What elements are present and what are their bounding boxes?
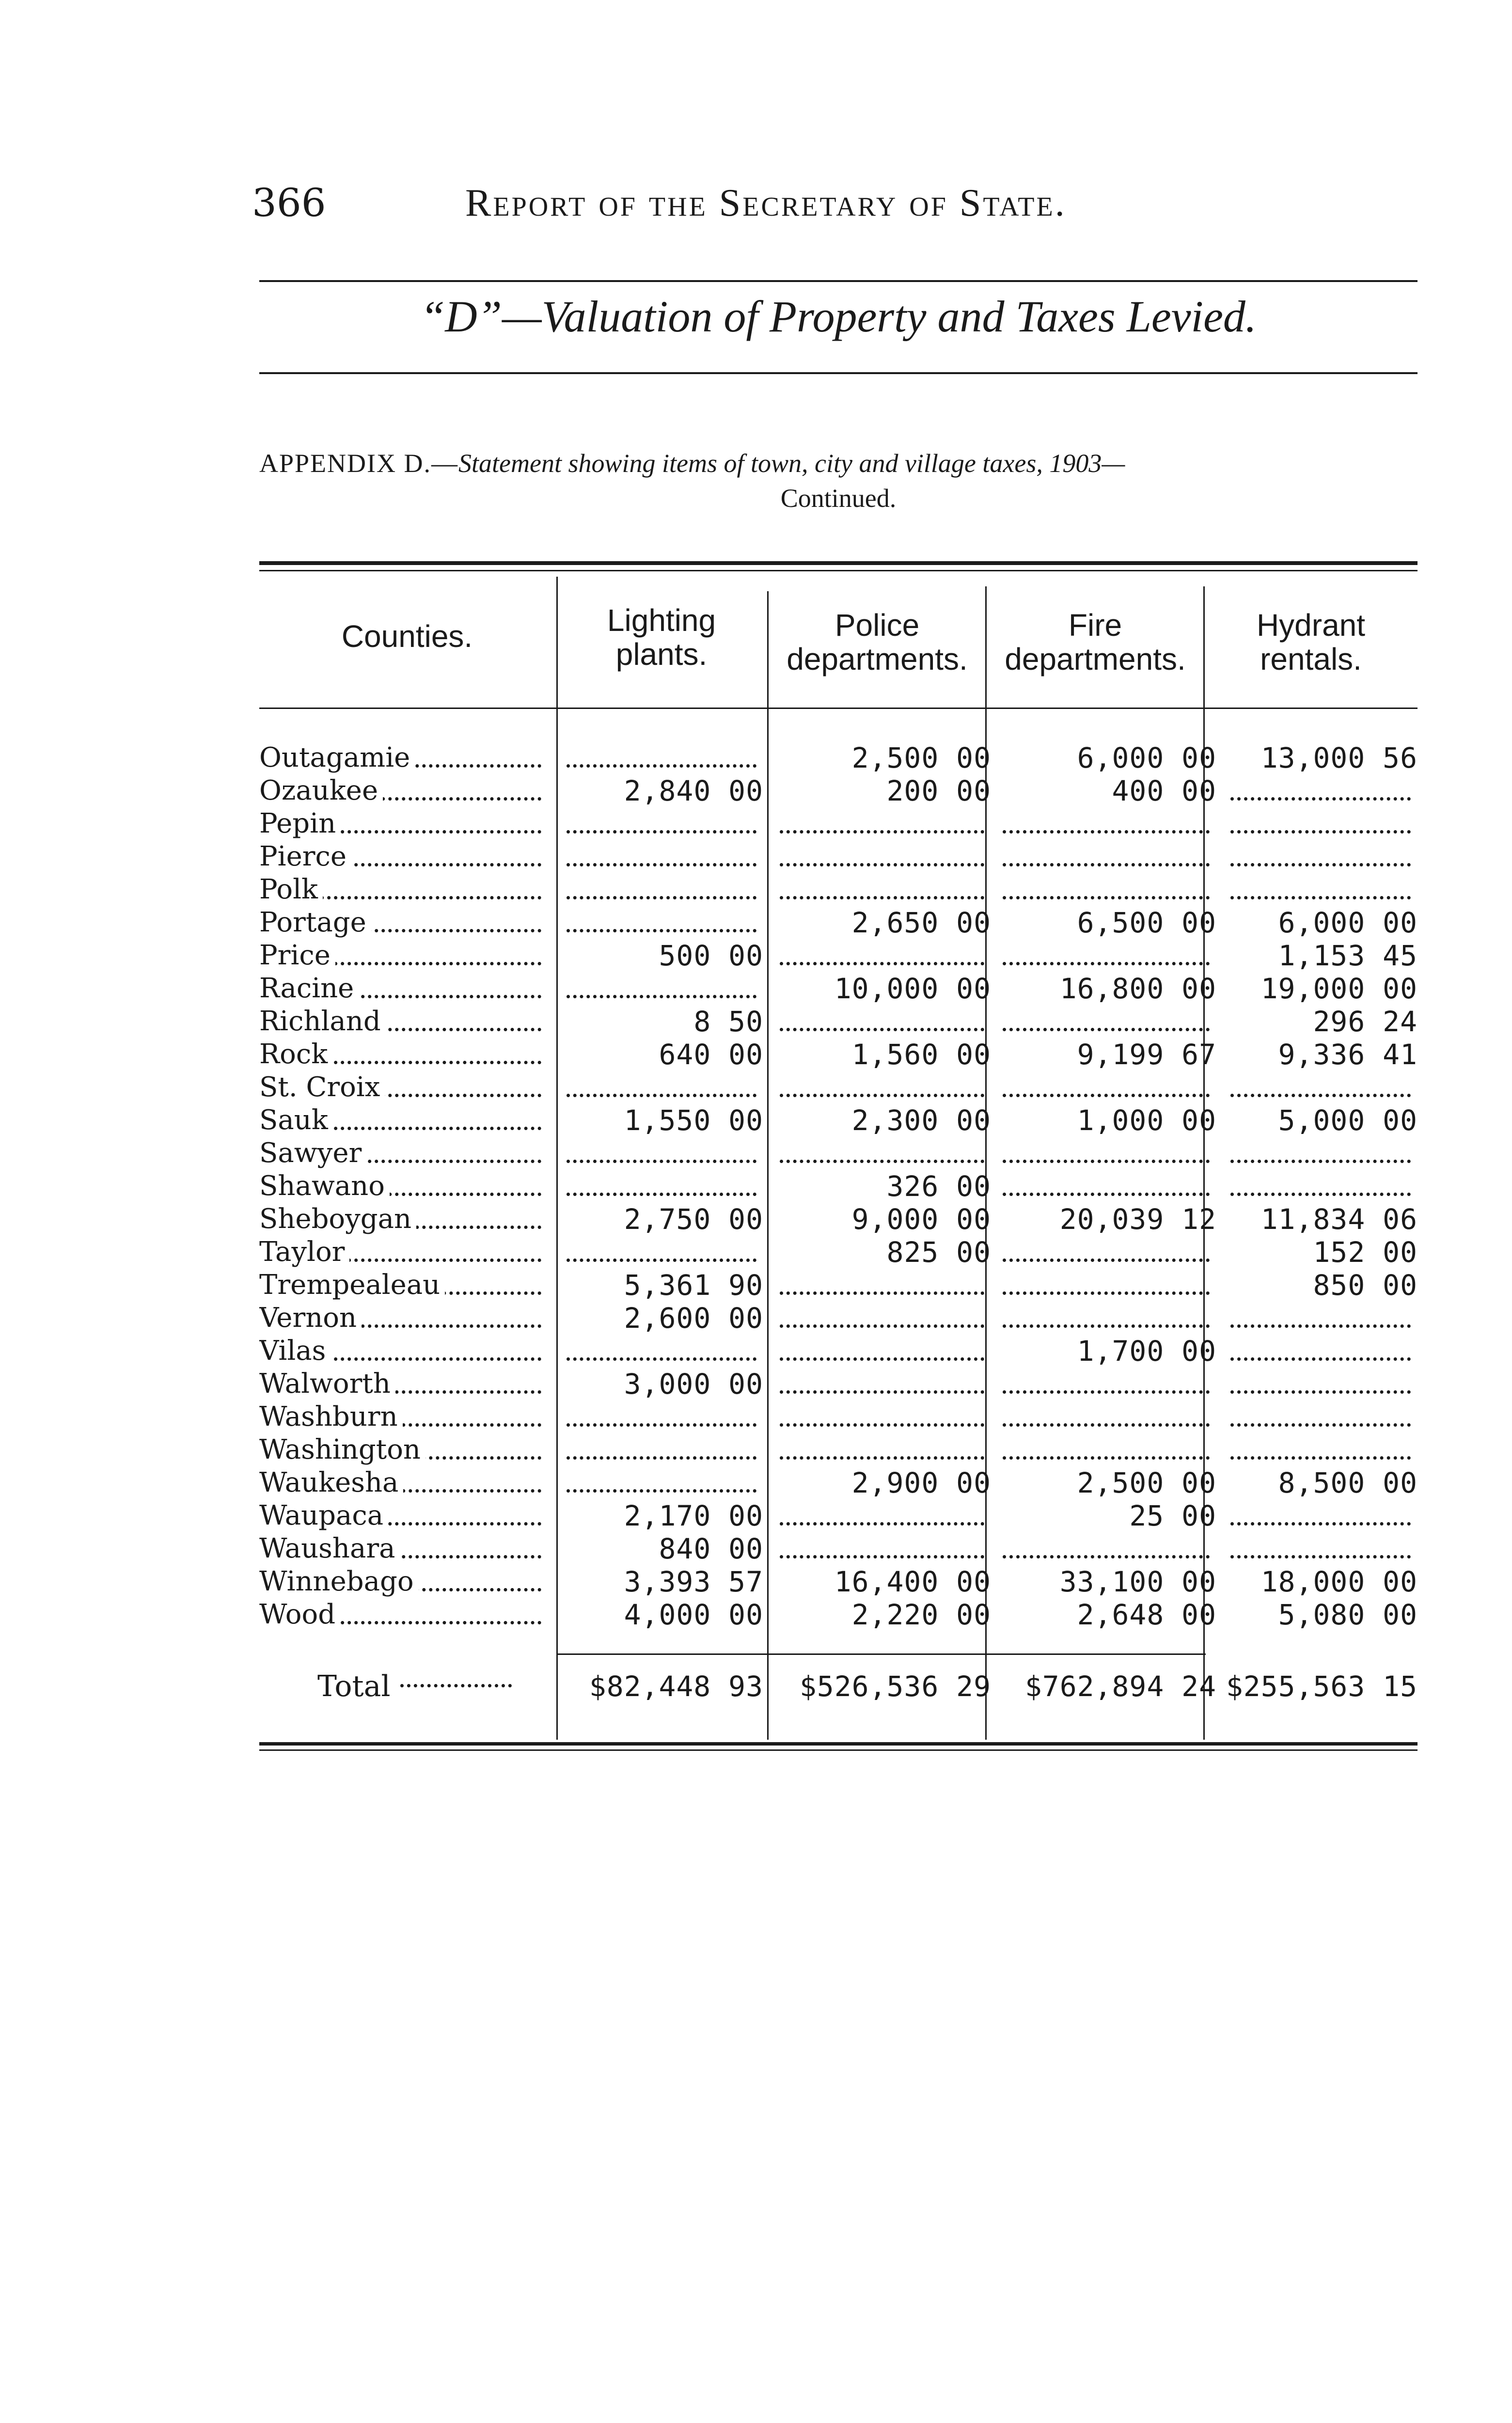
table-bottom-rule-heavy bbox=[259, 1742, 1418, 1746]
county-name: Waushara bbox=[259, 1533, 400, 1564]
table-row bbox=[259, 741, 1418, 774]
empty-dot-fill bbox=[1230, 863, 1411, 866]
county-cell bbox=[259, 1400, 550, 1433]
county-cell bbox=[259, 1598, 550, 1631]
empty-dot-fill bbox=[780, 1324, 984, 1328]
table-rule-thin bbox=[259, 570, 1418, 571]
police-cell: 2,300 00 bbox=[851, 1104, 991, 1137]
lighting-cell: 3,000 00 bbox=[624, 1368, 763, 1400]
county-cell bbox=[259, 1433, 550, 1466]
table-row bbox=[259, 1335, 1418, 1368]
header-fire bbox=[986, 608, 1204, 676]
county-name: Rock bbox=[259, 1038, 332, 1070]
county-name: Wood bbox=[259, 1599, 340, 1630]
county-cell bbox=[259, 1104, 550, 1137]
police-cell bbox=[773, 1433, 991, 1466]
total-lighting: $82,448 93 bbox=[589, 1670, 763, 1703]
table-row bbox=[259, 1532, 1418, 1565]
empty-dot-fill bbox=[1003, 1291, 1210, 1295]
police-cell: 825 00 bbox=[886, 1236, 991, 1269]
empty-dot-fill bbox=[1003, 1390, 1210, 1394]
appendix-description: Statement showing items of town, city and village taxes, 1903— bbox=[458, 449, 1125, 478]
lighting-cell: 2,750 00 bbox=[624, 1203, 763, 1236]
lighting-cell bbox=[560, 873, 763, 906]
empty-dot-fill bbox=[567, 896, 756, 899]
county-cell bbox=[259, 840, 550, 873]
county-cell bbox=[259, 1302, 550, 1335]
county-cell bbox=[259, 906, 550, 939]
hydrant-cell bbox=[1224, 1532, 1418, 1565]
empty-dot-fill bbox=[1003, 863, 1210, 866]
police-cell: 2,500 00 bbox=[851, 741, 991, 774]
header-police-line2: departments. bbox=[787, 642, 968, 677]
county-name: Richland bbox=[259, 1006, 386, 1037]
table-row bbox=[259, 939, 1418, 972]
police-cell bbox=[773, 1269, 991, 1302]
empty-dot-fill bbox=[567, 1489, 756, 1493]
lighting-cell: 8 50 bbox=[693, 1005, 763, 1038]
empty-dot-fill bbox=[1003, 1193, 1210, 1196]
empty-dot-fill bbox=[1003, 962, 1210, 965]
police-cell bbox=[773, 840, 991, 873]
lighting-cell bbox=[560, 1236, 763, 1269]
county-name: Pepin bbox=[259, 808, 341, 839]
fire-cell: 20,039 12 bbox=[1059, 1203, 1216, 1236]
police-cell bbox=[773, 939, 991, 972]
table-row bbox=[259, 1433, 1418, 1466]
police-cell: 9,000 00 bbox=[851, 1203, 991, 1236]
police-cell bbox=[773, 1137, 991, 1170]
empty-dot-fill bbox=[780, 1423, 984, 1427]
hydrant-cell: 5,080 00 bbox=[1278, 1598, 1418, 1631]
empty-dot-fill bbox=[1230, 1160, 1411, 1163]
fire-cell bbox=[996, 1532, 1216, 1565]
empty-dot-fill bbox=[567, 1456, 756, 1460]
table-row bbox=[259, 1269, 1418, 1302]
header-fire-line2: departments. bbox=[1005, 642, 1186, 677]
lighting-cell: 1,550 00 bbox=[624, 1104, 763, 1137]
fire-cell: 400 00 bbox=[1112, 774, 1216, 807]
table-row bbox=[259, 1565, 1418, 1598]
fire-cell bbox=[996, 1269, 1216, 1302]
hydrant-cell: 9,336 41 bbox=[1278, 1038, 1418, 1071]
police-cell: 2,220 00 bbox=[851, 1598, 991, 1631]
table-bottom-rule-thin bbox=[259, 1749, 1418, 1751]
police-cell bbox=[773, 1302, 991, 1335]
appendix-continued: Continued. bbox=[780, 484, 897, 513]
county-name: Sheboygan bbox=[259, 1203, 416, 1235]
empty-dot-fill bbox=[780, 1390, 984, 1394]
header-hydrant-line1: Hydrant bbox=[1256, 608, 1366, 643]
police-cell bbox=[773, 1499, 991, 1532]
hydrant-cell bbox=[1224, 840, 1418, 873]
hydrant-cell: 18,000 00 bbox=[1260, 1565, 1418, 1598]
rule-top bbox=[259, 280, 1418, 282]
hydrant-cell bbox=[1224, 1433, 1418, 1466]
total-top-rule bbox=[556, 1653, 1206, 1655]
empty-dot-fill bbox=[567, 1423, 756, 1427]
fire-cell bbox=[996, 1071, 1216, 1104]
lighting-cell: 5,361 90 bbox=[624, 1269, 763, 1302]
empty-dot-fill bbox=[567, 1259, 756, 1262]
empty-dot-fill bbox=[567, 995, 756, 998]
empty-dot-fill bbox=[1230, 896, 1411, 899]
empty-dot-fill bbox=[1230, 1423, 1411, 1427]
empty-dot-fill bbox=[780, 962, 984, 965]
county-cell bbox=[259, 1565, 550, 1598]
fire-cell bbox=[996, 1005, 1216, 1038]
police-cell: 16,400 00 bbox=[834, 1565, 991, 1598]
fire-cell: 2,500 00 bbox=[1077, 1466, 1216, 1499]
police-cell: 326 00 bbox=[886, 1170, 991, 1203]
county-name: Trempealeau bbox=[259, 1269, 445, 1301]
fire-cell bbox=[996, 1302, 1216, 1335]
lighting-cell bbox=[560, 840, 763, 873]
county-cell bbox=[259, 1532, 550, 1565]
table-rule-heavy bbox=[259, 561, 1418, 565]
empty-dot-fill bbox=[780, 1357, 984, 1361]
fire-cell bbox=[996, 1433, 1216, 1466]
empty-dot-fill bbox=[1230, 797, 1411, 801]
police-cell bbox=[773, 807, 991, 840]
hydrant-cell: 850 00 bbox=[1313, 1269, 1418, 1302]
county-cell bbox=[259, 1170, 550, 1203]
county-cell bbox=[259, 1038, 550, 1071]
lighting-cell: 840 00 bbox=[659, 1532, 763, 1565]
table-row bbox=[259, 1137, 1418, 1170]
lighting-cell bbox=[560, 807, 763, 840]
county-name: St. Croix bbox=[259, 1071, 385, 1103]
lighting-cell: 3,393 57 bbox=[624, 1565, 763, 1598]
empty-dot-fill bbox=[567, 830, 756, 834]
county-name: Sauk bbox=[259, 1104, 333, 1136]
lighting-cell bbox=[560, 1400, 763, 1433]
fire-cell bbox=[996, 1236, 1216, 1269]
county-name: Washington bbox=[259, 1434, 425, 1465]
table-row bbox=[259, 1071, 1418, 1104]
county-cell bbox=[259, 1203, 550, 1236]
table-row bbox=[259, 1400, 1418, 1433]
county-name: Outagamie bbox=[259, 742, 415, 773]
fire-cell bbox=[996, 1137, 1216, 1170]
fire-cell bbox=[996, 1170, 1216, 1203]
empty-dot-fill bbox=[1230, 1357, 1411, 1361]
county-cell bbox=[259, 774, 550, 807]
empty-dot-fill bbox=[567, 1193, 756, 1196]
county-name: Taylor bbox=[259, 1236, 349, 1268]
empty-dot-fill bbox=[1003, 1456, 1210, 1460]
total-hydrant: $255,563 15 bbox=[1226, 1670, 1418, 1703]
empty-dot-fill bbox=[1003, 830, 1210, 834]
county-cell bbox=[259, 1335, 550, 1368]
fire-cell: 33,100 00 bbox=[1059, 1565, 1216, 1598]
header-lighting bbox=[557, 603, 766, 671]
hydrant-cell: 8,500 00 bbox=[1278, 1466, 1418, 1499]
fire-cell bbox=[996, 1400, 1216, 1433]
hydrant-cell bbox=[1224, 1499, 1418, 1532]
county-name: Racine bbox=[259, 973, 359, 1004]
lighting-cell: 4,000 00 bbox=[624, 1598, 763, 1631]
table-row bbox=[259, 840, 1418, 873]
lighting-cell: 2,170 00 bbox=[624, 1499, 763, 1532]
police-cell: 2,900 00 bbox=[851, 1466, 991, 1499]
hydrant-cell bbox=[1224, 873, 1418, 906]
lighting-cell: 2,600 00 bbox=[624, 1302, 763, 1335]
empty-dot-fill bbox=[567, 764, 756, 768]
county-name: Waukesha bbox=[259, 1467, 403, 1498]
county-name: Ozaukee bbox=[259, 775, 383, 806]
empty-dot-fill bbox=[567, 1094, 756, 1097]
table-row bbox=[259, 1203, 1418, 1236]
hydrant-cell bbox=[1224, 1170, 1418, 1203]
hydrant-cell bbox=[1224, 1368, 1418, 1400]
fire-cell: 25 00 bbox=[1129, 1499, 1216, 1532]
county-name: Portage bbox=[259, 907, 371, 938]
empty-dot-fill bbox=[567, 863, 756, 866]
table-row bbox=[259, 1236, 1418, 1269]
running-head: Report of the Secretary of State. bbox=[465, 182, 1067, 224]
hydrant-cell bbox=[1224, 1400, 1418, 1433]
table-row bbox=[259, 1005, 1418, 1038]
empty-dot-fill bbox=[780, 863, 984, 866]
police-cell: 200 00 bbox=[886, 774, 991, 807]
county-name: Vilas bbox=[259, 1335, 331, 1367]
empty-dot-fill bbox=[567, 1357, 756, 1361]
empty-dot-fill bbox=[1230, 1193, 1411, 1196]
county-name: Winnebago bbox=[259, 1566, 419, 1597]
county-cell bbox=[259, 1071, 550, 1104]
page-number: 366 bbox=[252, 180, 326, 225]
county-cell bbox=[259, 1005, 550, 1038]
fire-cell: 6,000 00 bbox=[1077, 741, 1216, 774]
empty-dot-fill bbox=[1230, 1390, 1411, 1394]
hydrant-cell: 19,000 00 bbox=[1260, 972, 1418, 1005]
fire-cell: 1,000 00 bbox=[1077, 1104, 1216, 1137]
lighting-cell bbox=[560, 1466, 763, 1499]
table-row bbox=[259, 774, 1418, 807]
hydrant-cell: 152 00 bbox=[1313, 1236, 1418, 1269]
county-name: Sawyer bbox=[259, 1137, 366, 1169]
header-counties-label: Counties. bbox=[341, 619, 473, 654]
fire-cell: 9,199 67 bbox=[1077, 1038, 1216, 1071]
lighting-cell bbox=[560, 741, 763, 774]
header-counties bbox=[259, 619, 555, 653]
table-row bbox=[259, 807, 1418, 840]
fire-cell: 6,500 00 bbox=[1077, 906, 1216, 939]
empty-dot-fill bbox=[1230, 1324, 1411, 1328]
fire-cell bbox=[996, 939, 1216, 972]
lighting-cell: 640 00 bbox=[659, 1038, 763, 1071]
county-name: Vernon bbox=[259, 1302, 362, 1334]
empty-dot-fill bbox=[1003, 1259, 1210, 1262]
police-cell: 10,000 00 bbox=[834, 972, 991, 1005]
empty-dot-fill bbox=[1230, 1456, 1411, 1460]
hydrant-cell bbox=[1224, 1071, 1418, 1104]
county-cell bbox=[259, 1368, 550, 1400]
hydrant-cell: 13,000 56 bbox=[1260, 741, 1418, 774]
hydrant-cell bbox=[1224, 1302, 1418, 1335]
county-cell bbox=[259, 1137, 550, 1170]
hydrant-cell bbox=[1224, 1335, 1418, 1368]
police-cell: 2,650 00 bbox=[851, 906, 991, 939]
empty-dot-fill bbox=[1003, 1028, 1210, 1031]
total-police: $526,536 29 bbox=[799, 1670, 991, 1703]
table-row bbox=[259, 1466, 1418, 1499]
hydrant-cell: 296 24 bbox=[1313, 1005, 1418, 1038]
police-cell bbox=[773, 1071, 991, 1104]
table-row bbox=[259, 1598, 1418, 1631]
hydrant-cell bbox=[1224, 1137, 1418, 1170]
fire-cell: 16,800 00 bbox=[1059, 972, 1216, 1005]
empty-dot-fill bbox=[1230, 1094, 1411, 1097]
county-name: Pierce bbox=[259, 841, 351, 872]
hydrant-cell: 5,000 00 bbox=[1278, 1104, 1418, 1137]
hydrant-cell bbox=[1224, 807, 1418, 840]
empty-dot-fill bbox=[780, 830, 984, 834]
police-cell bbox=[773, 1400, 991, 1433]
table-row bbox=[259, 906, 1418, 939]
hydrant-cell: 6,000 00 bbox=[1278, 906, 1418, 939]
lighting-cell bbox=[560, 1335, 763, 1368]
lighting-cell: 500 00 bbox=[659, 939, 763, 972]
fire-cell: 2,648 00 bbox=[1077, 1598, 1216, 1631]
lighting-cell bbox=[560, 1071, 763, 1104]
empty-dot-fill bbox=[780, 896, 984, 899]
fire-cell bbox=[996, 873, 1216, 906]
empty-dot-fill bbox=[1003, 896, 1210, 899]
header-hydrant-line2: rentals. bbox=[1260, 642, 1362, 677]
table-row bbox=[259, 1038, 1418, 1071]
county-cell bbox=[259, 939, 550, 972]
empty-dot-fill bbox=[1003, 1423, 1210, 1427]
rule-below-title bbox=[259, 372, 1418, 374]
total-label bbox=[317, 1667, 569, 1706]
section-title: “D”—Valuation of Property and Taxes Levied. bbox=[420, 292, 1257, 341]
fire-cell bbox=[996, 840, 1216, 873]
lighting-cell: 2,840 00 bbox=[624, 774, 763, 807]
table-row bbox=[259, 972, 1418, 1005]
table-row bbox=[259, 873, 1418, 906]
appendix-lead: APPENDIX D.— bbox=[259, 449, 459, 478]
header-police bbox=[768, 608, 986, 676]
table-row bbox=[259, 1368, 1418, 1400]
county-name: Shawano bbox=[259, 1170, 390, 1202]
empty-dot-fill bbox=[1230, 830, 1411, 834]
empty-dot-fill bbox=[1003, 1160, 1210, 1163]
total-label-text: Total bbox=[317, 1669, 391, 1703]
total-fire: $762,894 24 bbox=[1024, 1670, 1216, 1703]
empty-dot-fill bbox=[1003, 1324, 1210, 1328]
hydrant-cell bbox=[1224, 774, 1418, 807]
header-police-line1: Police bbox=[835, 608, 920, 643]
county-name: Waupaca bbox=[259, 1500, 388, 1531]
table-row bbox=[259, 1499, 1418, 1532]
county-name: Price bbox=[259, 940, 335, 971]
lighting-cell bbox=[560, 1137, 763, 1170]
lighting-cell bbox=[560, 972, 763, 1005]
empty-dot-fill bbox=[1230, 1522, 1411, 1526]
total-leader bbox=[400, 1684, 512, 1687]
empty-dot-fill bbox=[1003, 1094, 1210, 1097]
header-fire-line1: Fire bbox=[1068, 608, 1122, 643]
empty-dot-fill bbox=[780, 1456, 984, 1460]
hydrant-cell: 1,153 45 bbox=[1278, 939, 1418, 972]
county-cell bbox=[259, 1269, 550, 1302]
police-cell: 1,560 00 bbox=[851, 1038, 991, 1071]
table-row bbox=[259, 1170, 1418, 1203]
fire-cell bbox=[996, 1368, 1216, 1400]
appendix-caption bbox=[259, 446, 1418, 516]
county-cell bbox=[259, 1236, 550, 1269]
fire-cell bbox=[996, 807, 1216, 840]
police-cell bbox=[773, 1005, 991, 1038]
lighting-cell bbox=[560, 1170, 763, 1203]
header-lighting-line1: Lighting bbox=[607, 603, 716, 638]
county-cell bbox=[259, 873, 550, 906]
county-cell bbox=[259, 1466, 550, 1499]
lighting-cell bbox=[560, 906, 763, 939]
empty-dot-fill bbox=[1003, 1555, 1210, 1558]
empty-dot-fill bbox=[780, 1522, 984, 1526]
hydrant-cell: 11,834 06 bbox=[1260, 1203, 1418, 1236]
empty-dot-fill bbox=[780, 1160, 984, 1163]
header-rule bbox=[259, 708, 1418, 709]
county-cell bbox=[259, 741, 550, 774]
county-name: Polk bbox=[259, 874, 323, 905]
header-lighting-line2: plants. bbox=[615, 637, 708, 672]
table-row bbox=[259, 1104, 1418, 1137]
lighting-cell bbox=[560, 1433, 763, 1466]
empty-dot-fill bbox=[780, 1555, 984, 1558]
police-cell bbox=[773, 1532, 991, 1565]
police-cell bbox=[773, 1335, 991, 1368]
county-cell bbox=[259, 807, 550, 840]
county-name: Washburn bbox=[259, 1401, 403, 1432]
police-cell bbox=[773, 873, 991, 906]
empty-dot-fill bbox=[1230, 1555, 1411, 1558]
county-cell bbox=[259, 972, 550, 1005]
empty-dot-fill bbox=[780, 1291, 984, 1295]
county-cell bbox=[259, 1499, 550, 1532]
empty-dot-fill bbox=[567, 1160, 756, 1163]
police-cell bbox=[773, 1368, 991, 1400]
empty-dot-fill bbox=[780, 1094, 984, 1097]
fire-cell: 1,700 00 bbox=[1077, 1335, 1216, 1368]
table-row bbox=[259, 1302, 1418, 1335]
empty-dot-fill bbox=[780, 1028, 984, 1031]
total-row bbox=[259, 1667, 1418, 1706]
empty-dot-fill bbox=[567, 929, 756, 932]
county-name: Walworth bbox=[259, 1368, 395, 1400]
header-hydrant bbox=[1204, 608, 1418, 676]
